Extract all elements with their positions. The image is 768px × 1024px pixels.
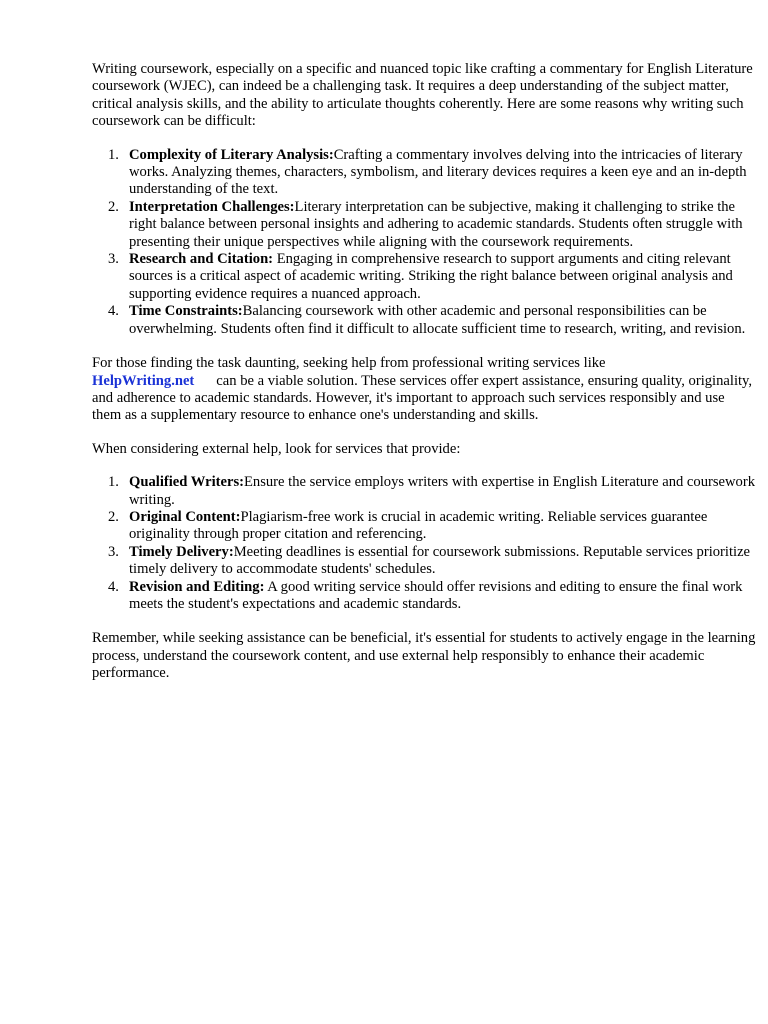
list-text: Ensure the service employs writers with expertise in English Literature and coursework writing. [129,474,756,508]
list-term: Original Content: [129,508,241,525]
help-paragraph [92,355,757,425]
reasons-list [92,147,757,338]
list-item [92,251,757,303]
list-text: Literary interpretation can be subjective, making it challenging to strike the right balance between personal insights and adhering to academic standards. Students often struggle with presenting their unique perspectives while aligning with the coursework requirements. [129,198,743,250]
list-text: Plagiarism-free work is crucial in academic writing. Reliable services guarantee originality through proper citation and referencing. [129,508,708,543]
list-number: 3. [108,543,119,560]
list-term: Time Constraints: [129,303,243,320]
list-item [92,147,757,199]
consider-paragraph: When considering external help, look for services that provide: [92,440,461,457]
list-number: 2. [108,198,119,215]
list-number: 4. [108,578,119,595]
help-text-before: For those finding the task daunting, seeking help from professional writing services like [92,355,606,372]
list-text: Balancing coursework with other academic and personal responsibilities can be overwhelming. Students often find it difficult to allocate sufficient time to research, writing, and revision. [129,303,746,337]
help-text-after: can be a viable solution. These services offer expert assistance, ensuring quality, originality, and adherence to academic standards. However, it's important to approach such services responsibly and use them as a supplementary resource to enhance one's understanding and skills. [92,372,753,424]
document-page [92,61,757,699]
list-item [92,544,757,579]
list-term: Interpretation Challenges: [129,198,295,215]
list-text: Engaging in comprehensive research to support arguments and citing relevant sources is a critical aspect of academic writing. Striking the right balance between original analysis and supporting evidence requires a nuanced approach. [129,251,733,302]
list-number: 3. [108,251,119,268]
list-term: Revision and Editing: [129,578,265,595]
list-item [92,579,757,614]
closing-paragraph: Remember, while seeking assistance can be beneficial, it's essential for students to actively engage in the learning process, understand the coursework content, and use external help responsibly to enhance their academic performance. [92,630,756,682]
list-number: 4. [108,303,119,320]
list-term: Timely Delivery: [129,543,234,560]
services-list [92,474,757,613]
list-item [92,199,757,251]
list-text: Crafting a commentary involves delving into the intricacies of literary works. Analyzing themes, characters, symbolism, and literary devices requires a keen eye and an in-depth understanding of the text. [129,146,747,198]
list-item [92,303,757,338]
list-text: A good writing service should offer revisions and editing to ensure the final work meets the student's expectations and academic standards. [129,578,743,612]
intro-paragraph: Writing coursework, especially on a specific and nuanced topic like crafting a commentary for English Literature coursework (WJEC), can indeed be a challenging task. It requires a deep understanding of the subject matter, critical analysis skills, and the ability to articulate thoughts coherently. Here are some reasons why writing such coursework can be difficult: [92,61,753,130]
list-item [92,509,757,544]
list-number: 1. [108,474,119,491]
list-number: 2. [108,508,119,525]
helpwriting-link[interactable]: HelpWriting.net [92,372,195,389]
list-term: Research and Citation: [129,251,274,268]
list-number: 1. [108,146,119,163]
list-text: Meeting deadlines is essential for coursework submissions. Reputable services prioritize timely delivery to accommodate students' schedules. [129,543,751,578]
list-term: Qualified Writers: [129,474,244,491]
list-item [92,474,757,509]
list-term: Complexity of Literary Analysis: [129,146,334,163]
